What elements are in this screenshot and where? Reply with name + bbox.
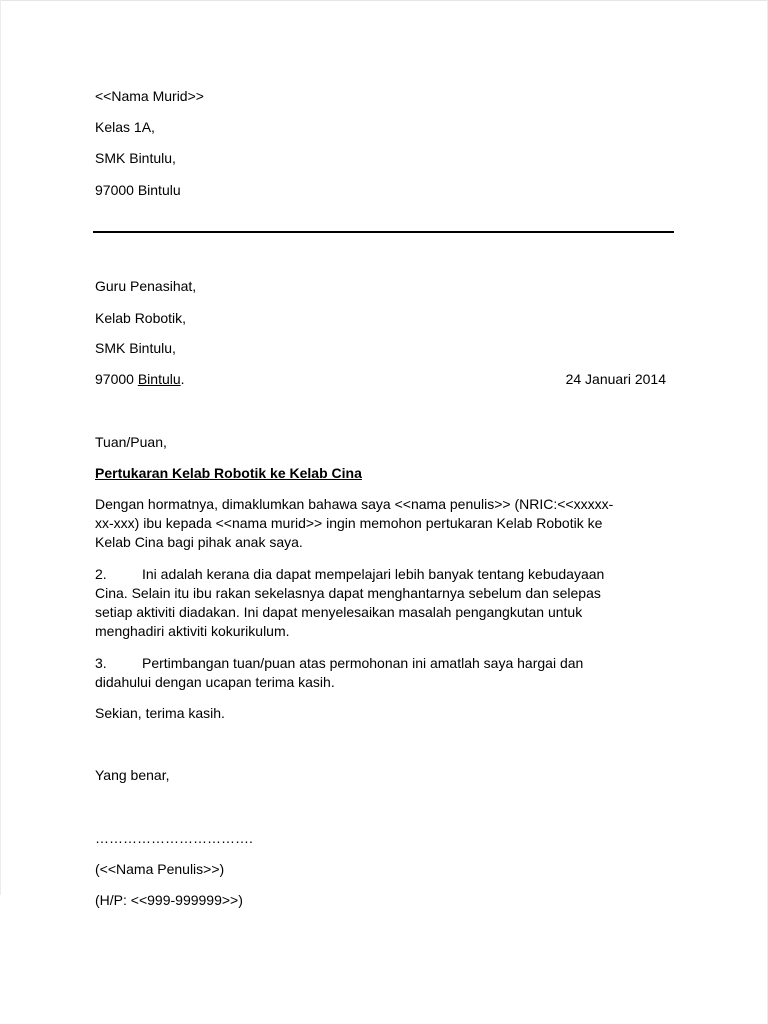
recipient-title: Guru Penasihat, [95, 278, 197, 294]
signature-line: ……………………………. [95, 830, 253, 846]
paragraph-1 [95, 495, 675, 552]
sender-postcode-city: 97000 Bintulu [95, 182, 181, 198]
closing-text: Sekian, terima kasih. [95, 705, 225, 721]
paragraph-2-line-1-text: Ini adalah kerana dia dapat mempelajari lebih banyak tentang kebudayaan [142, 566, 605, 582]
recipient-school: SMK Bintulu, [95, 340, 176, 356]
paragraph-3-number: 3. [95, 655, 107, 671]
writer-phone: (H/P: <<999-999999>>) [95, 892, 243, 908]
paragraph-2 [95, 565, 675, 641]
paragraph-2-line-2: Cina. Selain itu ibu rakan sekelasnya dapat menghantarnya sebelum dan selepas [95, 585, 601, 601]
salutation: Tuan/Puan, [95, 434, 167, 450]
paragraph-2-line-3: setiap aktiviti diadakan. Ini dapat menyelesaikan masalah pengangkutan untuk [95, 604, 583, 620]
recipient-postcode-city [95, 371, 185, 388]
writer-name: (<<Nama Penulis>>) [95, 861, 225, 877]
recipient-city: Bintulu [137, 371, 181, 387]
paragraph-2-line-1 [95, 565, 675, 584]
paragraph-1-line-3: Kelab Cina bagi pihak anak saya. [95, 534, 303, 550]
page-left-edge [0, 0, 1, 895]
sender-class: Kelas 1A, [95, 119, 155, 135]
signoff-text: Yang benar, [95, 767, 170, 783]
recipient-postcode: 97000 [95, 371, 134, 387]
paragraph-3 [95, 654, 675, 692]
recipient-city-suffix: . [180, 371, 185, 387]
page-top-edge [0, 0, 768, 1]
paragraph-1-line-1: Dengan hormatnya, dimaklumkan bahawa saya <<nama penulis>> (NRIC:<<xxxxx- [95, 496, 614, 512]
paragraph-2-line-4: menghadiri aktiviti kokurikulum. [95, 623, 290, 639]
letter-date: 24 Januari 2014 [565, 371, 666, 387]
paragraph-3-line-2: didahului dengan ucapan terima kasih. [95, 674, 335, 690]
sender-name: <<Nama Murid>> [95, 88, 204, 104]
paragraph-3-line-1 [95, 654, 675, 673]
sender-school: SMK Bintulu, [95, 150, 176, 166]
header-divider [93, 231, 674, 233]
subject-heading: Pertukaran Kelab Robotik ke Kelab Cina [95, 465, 362, 481]
paragraph-3-line-1-text: Pertimbangan tuan/puan atas permohonan ini amatlah saya hargai dan [142, 655, 584, 671]
paragraph-2-number: 2. [95, 566, 107, 582]
paragraph-1-line-2: xx-xxx) ibu kepada <<nama murid>> ingin memohon pertukaran Kelab Robotik ke [95, 515, 603, 531]
recipient-club: Kelab Robotik, [95, 310, 187, 326]
